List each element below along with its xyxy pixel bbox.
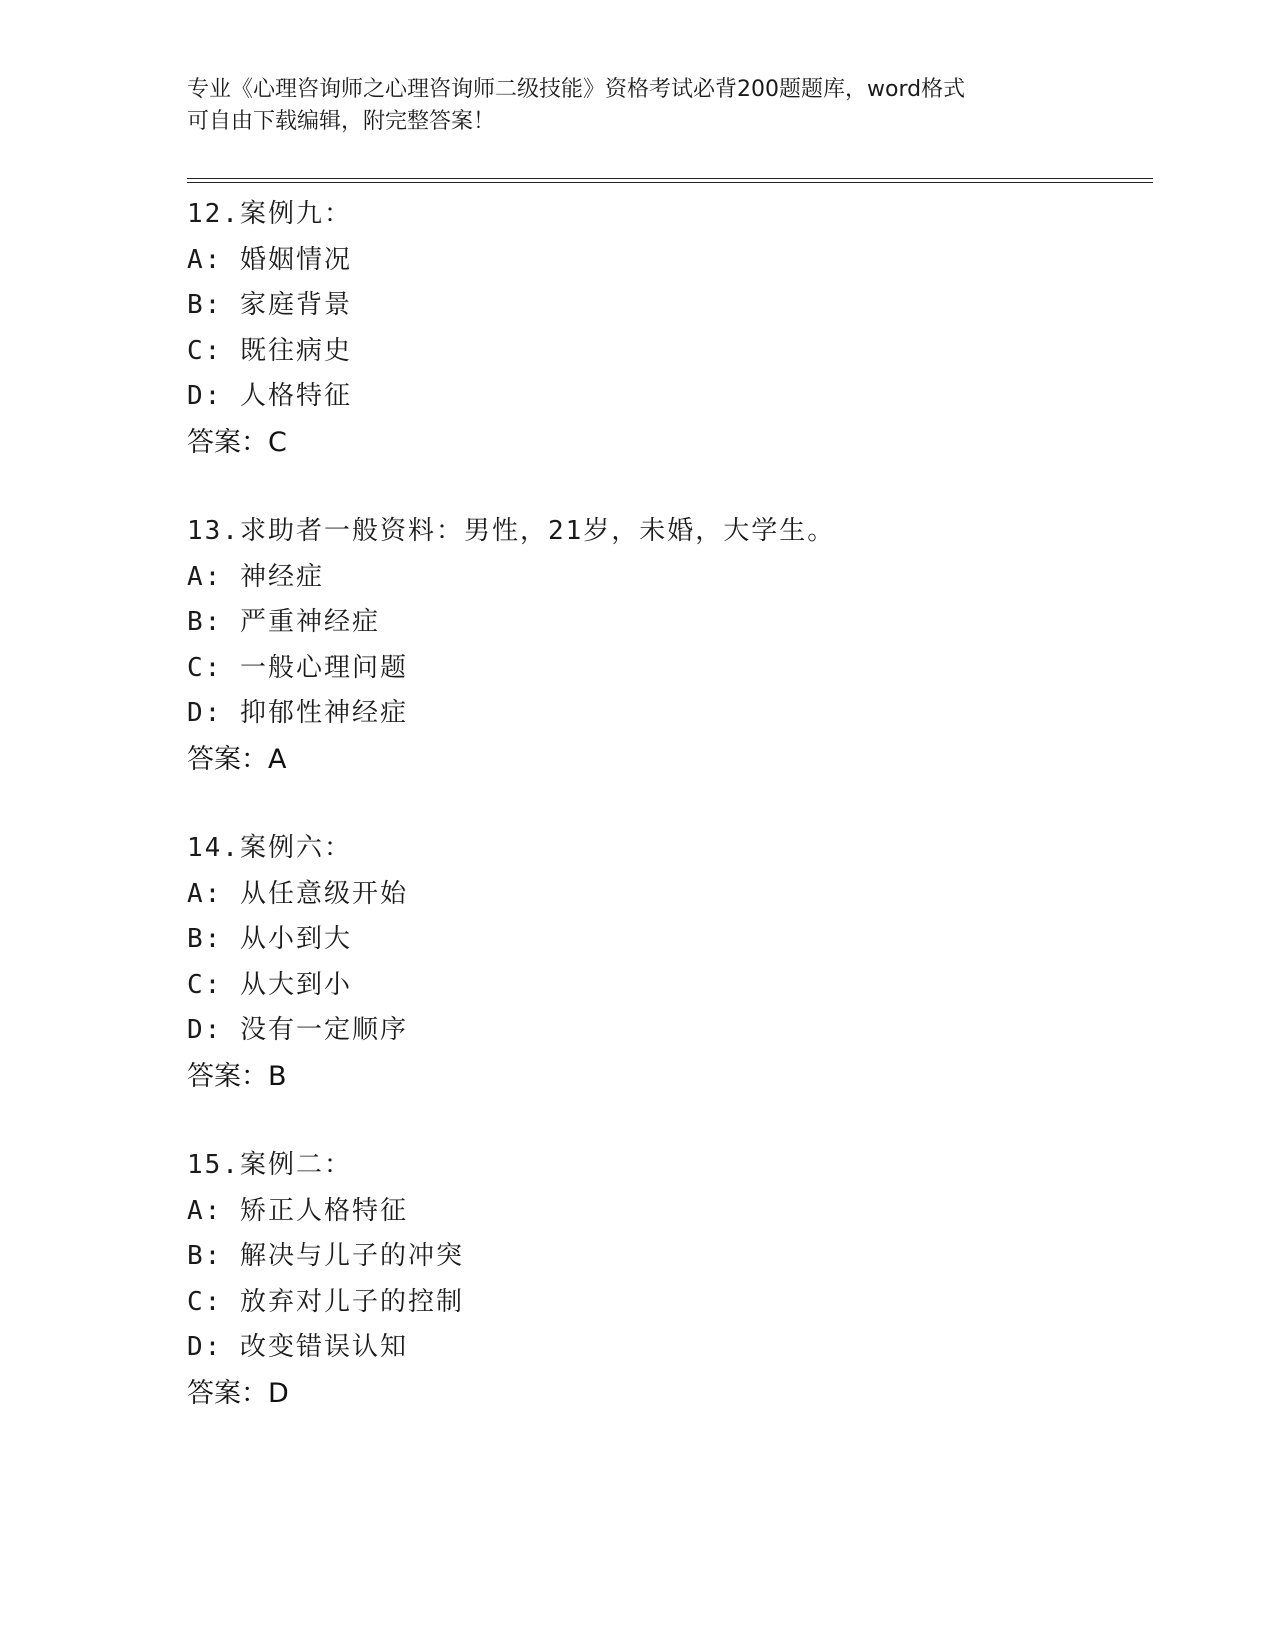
option-c: C: 从大到小 (187, 969, 352, 1000)
answer-line: 答案：A (187, 743, 287, 775)
header-title-line-1: 专业《心理咨询师之心理咨询师二级技能》资格考试必背200题题库，word格式 (187, 77, 966, 102)
question-14 (187, 826, 1153, 1099)
question-15 (187, 1143, 1153, 1416)
option-b: B: 从小到大 (187, 924, 352, 954)
option-b: B: 家庭背景 (187, 290, 352, 320)
option-a: A: 矫正人格特征 (187, 1195, 408, 1226)
option-d: D: 改变错误认知 (187, 1332, 408, 1362)
option-c: C: 一般心理问题 (187, 652, 408, 683)
answer-line: 答案：B (187, 1060, 287, 1092)
option-a: A: 从任意级开始 (187, 878, 408, 909)
answer-line: 答案：D (187, 1377, 289, 1409)
answer-line: 答案：C (187, 426, 287, 458)
question-list (187, 192, 1153, 1460)
option-b: B: 解决与儿子的冲突 (187, 1241, 464, 1271)
question-stem: 13.求助者一般资料：男性，21岁，未婚，大学生。 (187, 516, 836, 546)
option-c: C: 既往病史 (187, 335, 352, 366)
header-double-rule (187, 178, 1153, 183)
option-c: C: 放弃对儿子的控制 (187, 1286, 464, 1317)
question-12 (187, 192, 1153, 465)
question-stem: 15.案例二： (187, 1150, 352, 1180)
question-stem: 14.案例六： (187, 833, 352, 863)
question-stem: 12.案例九： (187, 199, 352, 229)
option-a: A: 婚姻情况 (187, 244, 352, 275)
option-a: A: 神经症 (187, 561, 324, 592)
option-d: D: 没有一定顺序 (187, 1015, 408, 1045)
option-b: B: 严重神经症 (187, 607, 380, 637)
question-13 (187, 509, 1153, 782)
option-d: D: 人格特征 (187, 381, 352, 411)
document-header (187, 74, 1087, 138)
option-d: D: 抑郁性神经症 (187, 698, 408, 728)
header-title-line-2: 可自由下载编辑，附完整答案！ (187, 109, 496, 134)
